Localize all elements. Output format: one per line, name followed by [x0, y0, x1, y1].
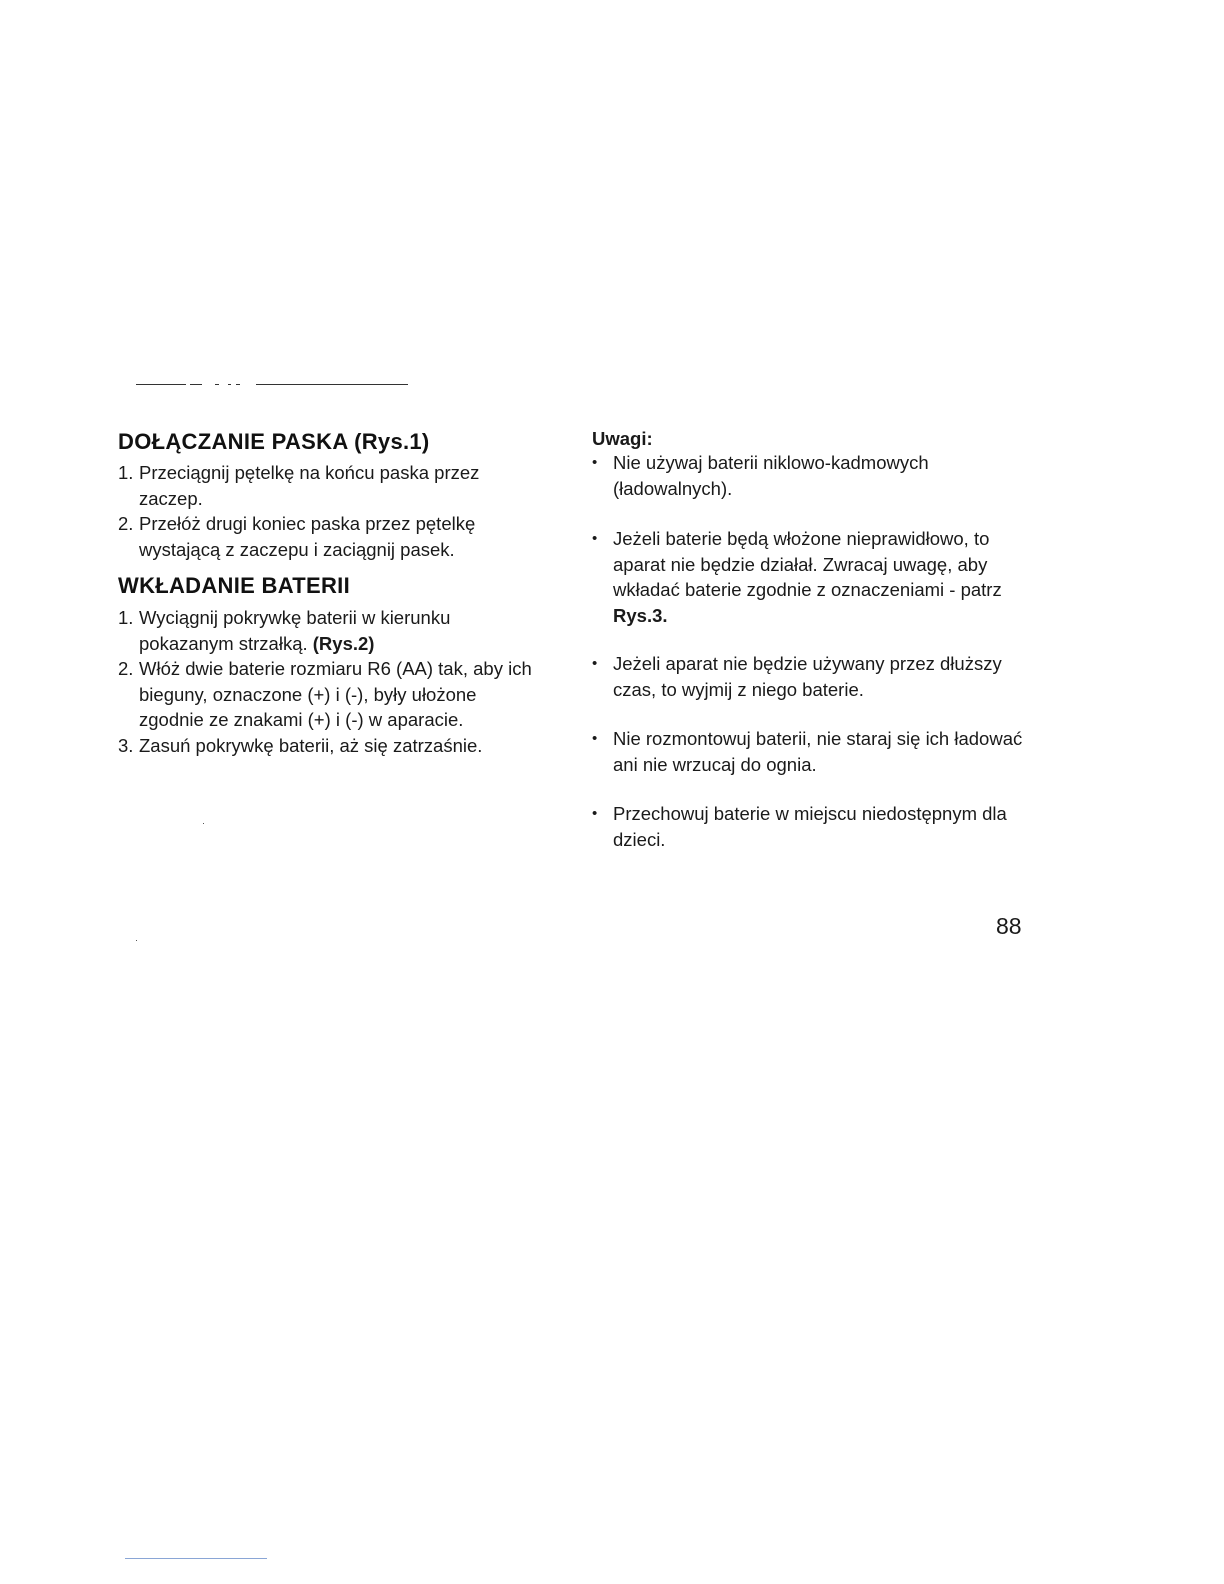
step-number: 2.: [118, 658, 134, 679]
step-number: 1.: [118, 462, 134, 483]
step-text: Wyciągnij pokrywkę baterii w kierunku pokazanym strzałką.: [139, 607, 451, 654]
bullet-icon: •: [592, 805, 598, 822]
battery-steps-list: [118, 605, 538, 758]
step-text: Przeciągnij pętelkę na końcu paska przez zaczep.: [139, 462, 480, 509]
divider-line: [256, 384, 408, 385]
bullet-icon: •: [592, 655, 598, 672]
list-item: [118, 605, 538, 656]
step-number: 3.: [118, 734, 134, 756]
step-text: Włóż dwie baterie rozmiaru R6 (AA) tak, aby ich bieguny, oznaczone (+) i (-), były ułożone zgodnie ze znakami (+) i (-) w aparacie.: [139, 658, 532, 730]
footer-line: [125, 1558, 267, 1559]
section-title-strap: DOŁĄCZANIE PASKA (Rys.1): [118, 429, 430, 454]
step-text: Zasuń pokrywkę baterii, aż się zatrzaśnie.: [139, 734, 483, 756]
divider-dash-4: [228, 384, 231, 385]
notes-list-4: [592, 726, 1032, 777]
step-number: 1.: [118, 607, 134, 628]
scan-speck: [136, 940, 137, 941]
notes-list-2: [592, 526, 1032, 628]
step-text: Przełóż drugi koniec paska przez pętelkę wystającą z zaczepu i zaciągnij pasek.: [139, 513, 476, 560]
list-item: [118, 511, 528, 562]
figure-reference: (Rys.2): [312, 632, 375, 654]
divider-dash-1: [136, 384, 186, 385]
list-item: [118, 460, 528, 511]
note-text: Przechowuj baterie w miejscu niedostępnym dla dzieci.: [613, 803, 1007, 850]
note-text: Nie używaj baterii niklowo-kadmowych (ładowalnych).: [613, 452, 929, 499]
notes-list-1: [592, 450, 1032, 501]
list-item: [592, 726, 1032, 777]
note-text: Nie rozmontowuj baterii, nie staraj się ich ładować ani nie wrzucaj do ognia.: [613, 728, 1023, 775]
list-item: [592, 651, 1032, 702]
divider-dash-3: [215, 384, 219, 385]
section-title-batteries: WKŁADANIE BATERII: [118, 573, 351, 598]
note-text: Jeżeli aparat nie będzie używany przez dłuższy czas, to wyjmij z niego baterie.: [613, 653, 1002, 700]
note-text: Jeżeli baterie będą włożone nieprawidłowo, to aparat nie będzie działał. Zwracaj uwagę, aby wkładać baterie zgodnie z oznaczeniami - patrz: [613, 528, 1002, 600]
list-item: [118, 656, 538, 733]
step-number: 2.: [118, 513, 134, 534]
bullet-icon: •: [592, 530, 598, 547]
bullet-icon: •: [592, 454, 598, 471]
list-item: [592, 526, 1032, 628]
divider-dash-2: [190, 384, 202, 385]
notes-list-3: [592, 651, 1032, 702]
bullet-icon: •: [592, 730, 598, 747]
figure-reference: Rys.3.: [613, 604, 668, 626]
notes-list-5: [592, 801, 1032, 852]
strap-steps-list: [118, 460, 528, 562]
list-item: [592, 801, 1032, 852]
notes-heading: Uwagi:: [592, 428, 653, 449]
scan-speck: [203, 823, 204, 824]
divider-dash-5: [236, 384, 240, 385]
list-item: [592, 450, 1032, 501]
list-item: [118, 733, 538, 759]
page-number: 88: [996, 913, 1022, 939]
